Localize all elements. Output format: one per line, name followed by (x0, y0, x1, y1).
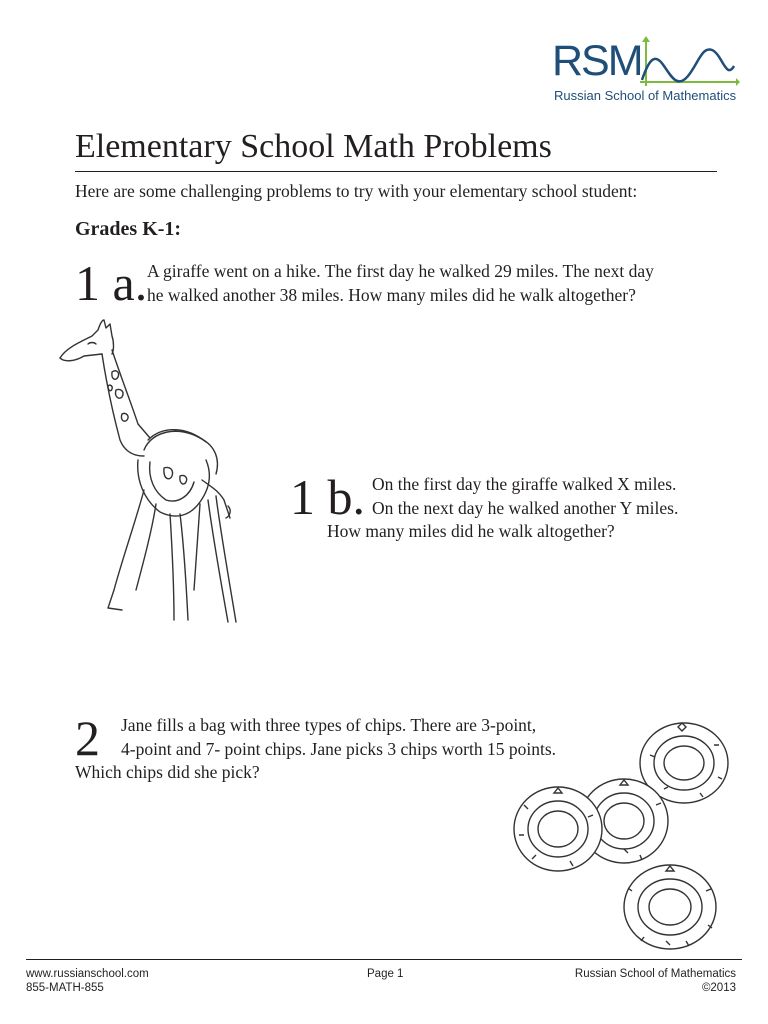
problem-1b-number: 1 b. (290, 469, 365, 525)
problem-2-line-3: Which chips did she pick? (75, 762, 260, 782)
footer-right (575, 967, 736, 995)
problem-2-number: 2 (75, 710, 100, 766)
footer-page-number: Page 1 (367, 968, 404, 980)
title-divider (75, 171, 717, 172)
grades-heading: Grades K-1: (75, 218, 182, 240)
problem-1b-line-1: On the first day the giraffe walked X miles. (372, 474, 677, 494)
giraffe-icon (40, 290, 240, 630)
problem-1a-number: 1 a. (75, 255, 148, 311)
problem-1b-line-2: On the next day he walked another Y miles. (372, 497, 679, 518)
footer-copyright: ©2013 (701, 982, 736, 994)
footer-left (26, 967, 149, 995)
intro-text: Here are some challenging problems to try with your elementary school student: (75, 181, 638, 201)
footer-website: www.russianschool.com (26, 968, 149, 980)
problem-1b-text (327, 473, 678, 544)
problem-1a-line-1: A giraffe went on a hike. The first day he walked 29 miles. The next day (147, 261, 654, 281)
giraffe-illustration (40, 290, 240, 630)
problem-2-line-2: 4-point and 7- point chips. Jane picks 3 chips worth 15 points. (121, 738, 557, 759)
footer-org: Russian School of Mathematics (574, 968, 736, 980)
problem-1b-line-3: How many miles did he walk altogether? (327, 521, 615, 541)
rsm-logo (550, 36, 740, 112)
chip-icon (514, 787, 602, 871)
footer-phone: 855-MATH-855 (26, 982, 104, 994)
chips-illustration (500, 705, 740, 955)
page-title: Elementary School Math Problems (75, 128, 552, 165)
logo-mark: RSM (552, 37, 642, 85)
logo-subtitle: Russian School of Mathematics (554, 88, 737, 103)
chip-icon (624, 865, 716, 949)
footer-divider (26, 959, 742, 960)
problem-1a-line-2: he walked another 38 miles. How many miles did he walk altogether? (147, 284, 636, 305)
poker-chips-icon (500, 705, 740, 955)
problem-2-text (75, 710, 557, 785)
sine-wave-icon (550, 36, 740, 96)
problem-2-line-1: Jane fills a bag with three types of chips. There are 3-point, (121, 715, 537, 735)
